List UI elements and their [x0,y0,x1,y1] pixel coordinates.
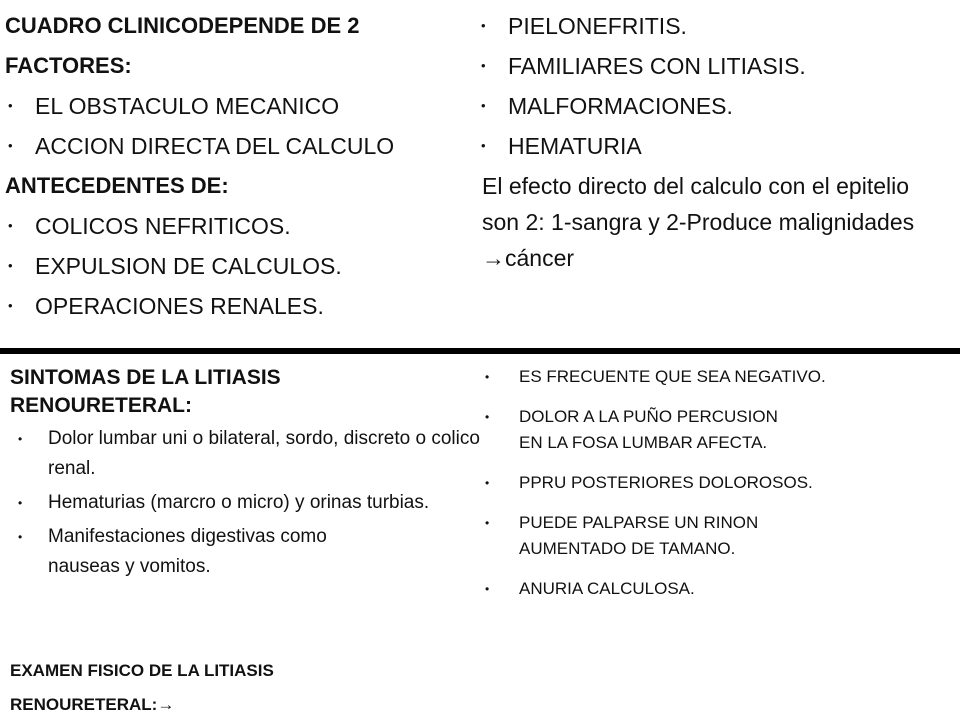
exam-heading-text: EXAMEN FISICO DE LA LITIASIS RENOURETERAL: [10,661,274,714]
clinical-picture-heading: CUADRO CLINICODEPENDE DE 2 FACTORES: [5,13,360,78]
antecedents-heading: ANTECEDENTES DE: [5,173,229,198]
list-item: • EXPULSION DE CALCULOS. [5,246,445,286]
symptoms-list [10,424,480,582]
list-item: • OPERACIONES RENALES. [5,286,445,326]
effect-paragraph-end: cáncer [505,245,575,271]
list-item: • PUEDE PALPARSE UN RINON AUMENTADO DE TAMANO. [482,510,839,562]
list-item: • PPRU POSTERIORES DOLOROSOS. [482,470,952,496]
exam-heading [10,654,410,722]
list-item: • DOLOR A LA PUÑO PERCUSION EN LA FOSA LUMBAR AFECTA. [482,404,779,456]
list-item: • PIELONEFRITIS. [478,6,952,46]
factors-list [5,86,445,166]
effect-paragraph-text: El efecto directo del calculo con el epitelio son 2: 1-sangra y 2-Produce malignidades [482,173,915,235]
list-item: • Hematurias (marcro o micro) y orinas turbias. [10,488,480,518]
right-arrow-icon: → [157,695,175,714]
list-item: • Dolor lumbar uni o bilateral, sordo, discreto o colico renal. [10,424,480,484]
list-item: • MALFORMACIONES. [478,86,952,126]
conditions-list [478,6,952,166]
list-item: • ES FRECUENTE QUE SEA NEGATIVO. [482,364,952,390]
symptoms-heading: SINTOMAS DE LA LITIASIS RENOURETERAL: [10,366,281,417]
bottom-right-section [482,364,952,616]
bottom-left-section [10,364,480,586]
list-item: • COLICOS NEFRITICOS. [5,206,445,246]
exam-findings-list [482,364,952,602]
list-item: • Manifestaciones digestivas como nauseas y vomitos. [10,522,368,582]
effect-paragraph [482,168,952,276]
top-left-section [5,6,445,326]
right-arrow-icon: → [482,245,505,271]
section-divider [0,348,960,354]
top-right-section [482,6,952,276]
list-item: • HEMATURIA [478,126,952,166]
list-item: • FAMILIARES CON LITIASIS. [478,46,952,86]
list-item: • EL OBSTACULO MECANICO [5,86,445,126]
list-item: • ACCION DIRECTA DEL CALCULO [5,126,445,166]
antecedents-list [5,206,445,326]
list-item: • ANURIA CALCULOSA. [482,576,952,602]
